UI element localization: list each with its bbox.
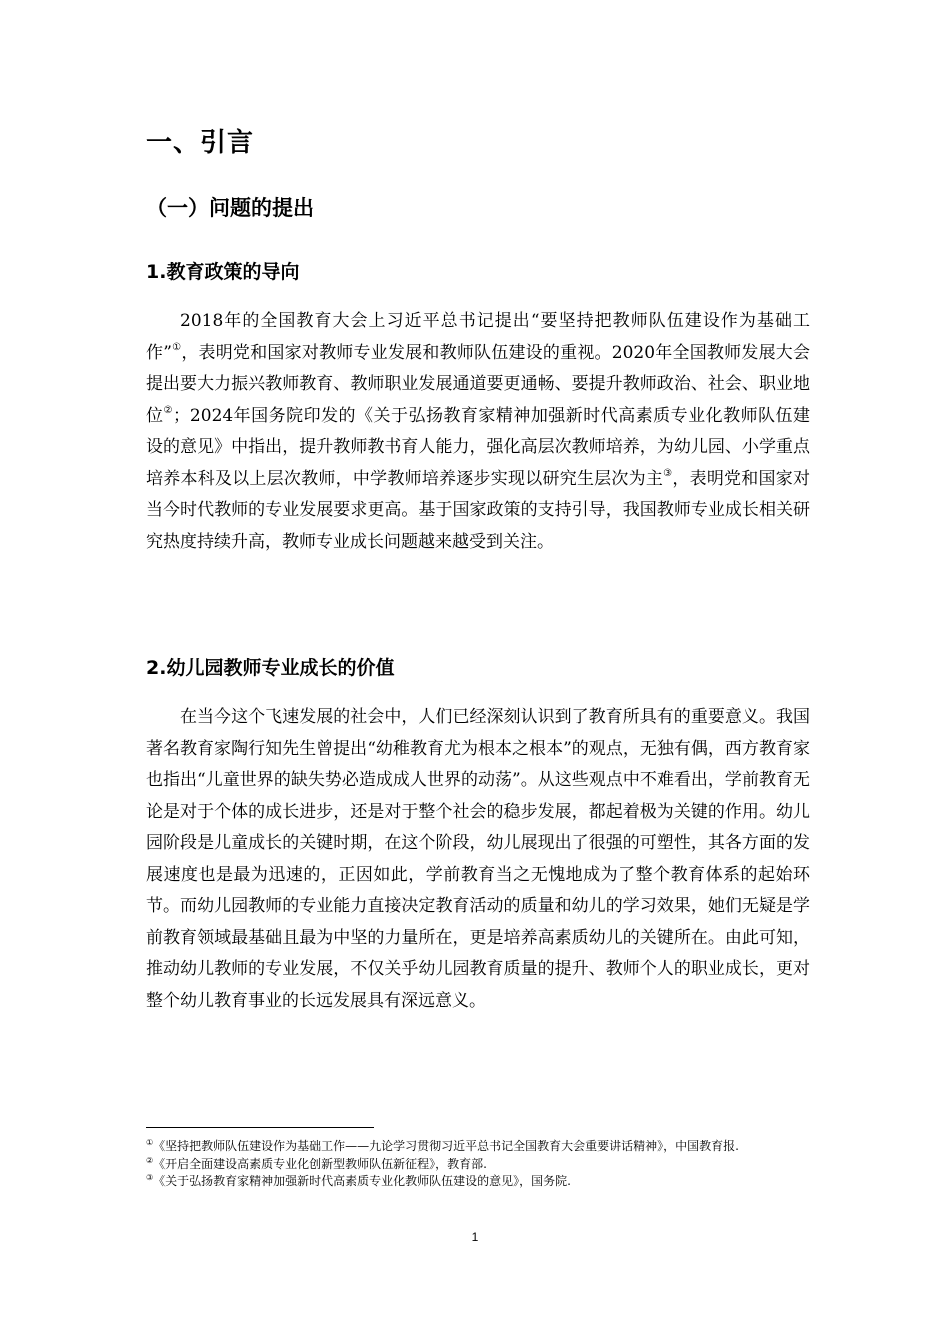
footnote-mark: ② bbox=[146, 1155, 154, 1165]
footnote-item bbox=[146, 1173, 810, 1191]
footnote-ref: ② bbox=[163, 404, 173, 416]
paragraph-text: ，表明党和国家对教师专业发展和教师队伍建设的重视。2020年全国教师发展大会提出要大力振兴教师教育、教师职业发展通道要更通畅、要提升教师政治、社会、职业地位 bbox=[146, 342, 810, 426]
paragraph-policy bbox=[146, 306, 810, 558]
footnote-ref: ① bbox=[171, 341, 182, 353]
subsection-heading-value: 2.幼儿园教师专业成长的价值 bbox=[146, 657, 395, 679]
footnote-item bbox=[146, 1138, 810, 1156]
footnote-mark: ③ bbox=[146, 1173, 154, 1182]
footnote-item bbox=[146, 1156, 810, 1174]
paragraph-text: 2018年的全国教育大会上习近平总书记提出“要坚持把教师队伍建设作为基础工作” bbox=[146, 311, 810, 363]
section-heading: （一）问题的提出 bbox=[146, 196, 314, 220]
footnote-text: 《坚持把教师队伍建设作为基础工作——九论学习贯彻习近平总书记全国教育大会重要讲话精神》，中国教育报. bbox=[153, 1139, 739, 1153]
footnote-divider bbox=[146, 1127, 374, 1128]
paragraph-text: ，表明党和国家对当今时代教师的专业发展要求更高。基于国家政策的支持引导，我国教师专业成长相关研究热度持续升高，教师专业成长问题越来越受到关注。 bbox=[146, 468, 811, 552]
footnote-ref: ③ bbox=[663, 467, 673, 479]
chapter-heading: 一、引言 bbox=[146, 128, 255, 158]
page-number: 1 bbox=[471, 1230, 479, 1244]
footnote-text: 《关于弘扬教育家精神加强新时代高素质专业化教师队伍建设的意见》，国务院. bbox=[153, 1174, 571, 1188]
paragraph-value: 在当今这个飞速发展的社会中，人们已经深刻认识到了教育所具有的重要意义。我国著名教育家陶行知先生曾提出“幼稚教育尤为根本之根本”的观点，无独有偶，西方教育家也指出“儿童世界的缺失势必造成成人世界的动荡”。从这些观点中不难看出，学前教育无论是对于个体的成长进步，还是对于整个社会的稳步发展，都起着极为关键的作用。幼儿园阶段是儿童成长的关键时期，在这个阶段，幼儿展现出了很强的可塑性，其各方面的发展速度也是最为迅速的，正因如此，学前教育当之无愧地成为了整个教育体系的起始环节。而幼儿园教师的专业能力直接决定教育活动的质量和幼儿的学习效果，她们无疑是学前教育领域最基础且最为中坚的力量所在，更是培养高素质幼儿的关键所在。由此可知，推动幼儿教师的专业发展，不仅关乎幼儿园教育质量的提升、教师个人的职业成长，更对整个幼儿教育事业的长远发展具有深远意义。 bbox=[146, 707, 810, 1011]
paragraph-text: ；2024年国务院印发的《关于弘扬教育家精神加强新时代高素质专业化教师队伍建设的意见》中指出，提升教师教书育人能力，强化高层次教师培养，为幼儿园、小学重点培养本科及以上层次教师，中学教师培养逐步实现以研究生层次为主 bbox=[146, 405, 811, 489]
subsection-heading-policy: 1.教育政策的导向 bbox=[146, 261, 300, 283]
footnotes bbox=[146, 1138, 810, 1191]
footnote-text: 《开启全面建设高素质专业化创新型教师队伍新征程》，教育部. bbox=[153, 1156, 487, 1171]
footnote-mark: ① bbox=[146, 1138, 154, 1147]
